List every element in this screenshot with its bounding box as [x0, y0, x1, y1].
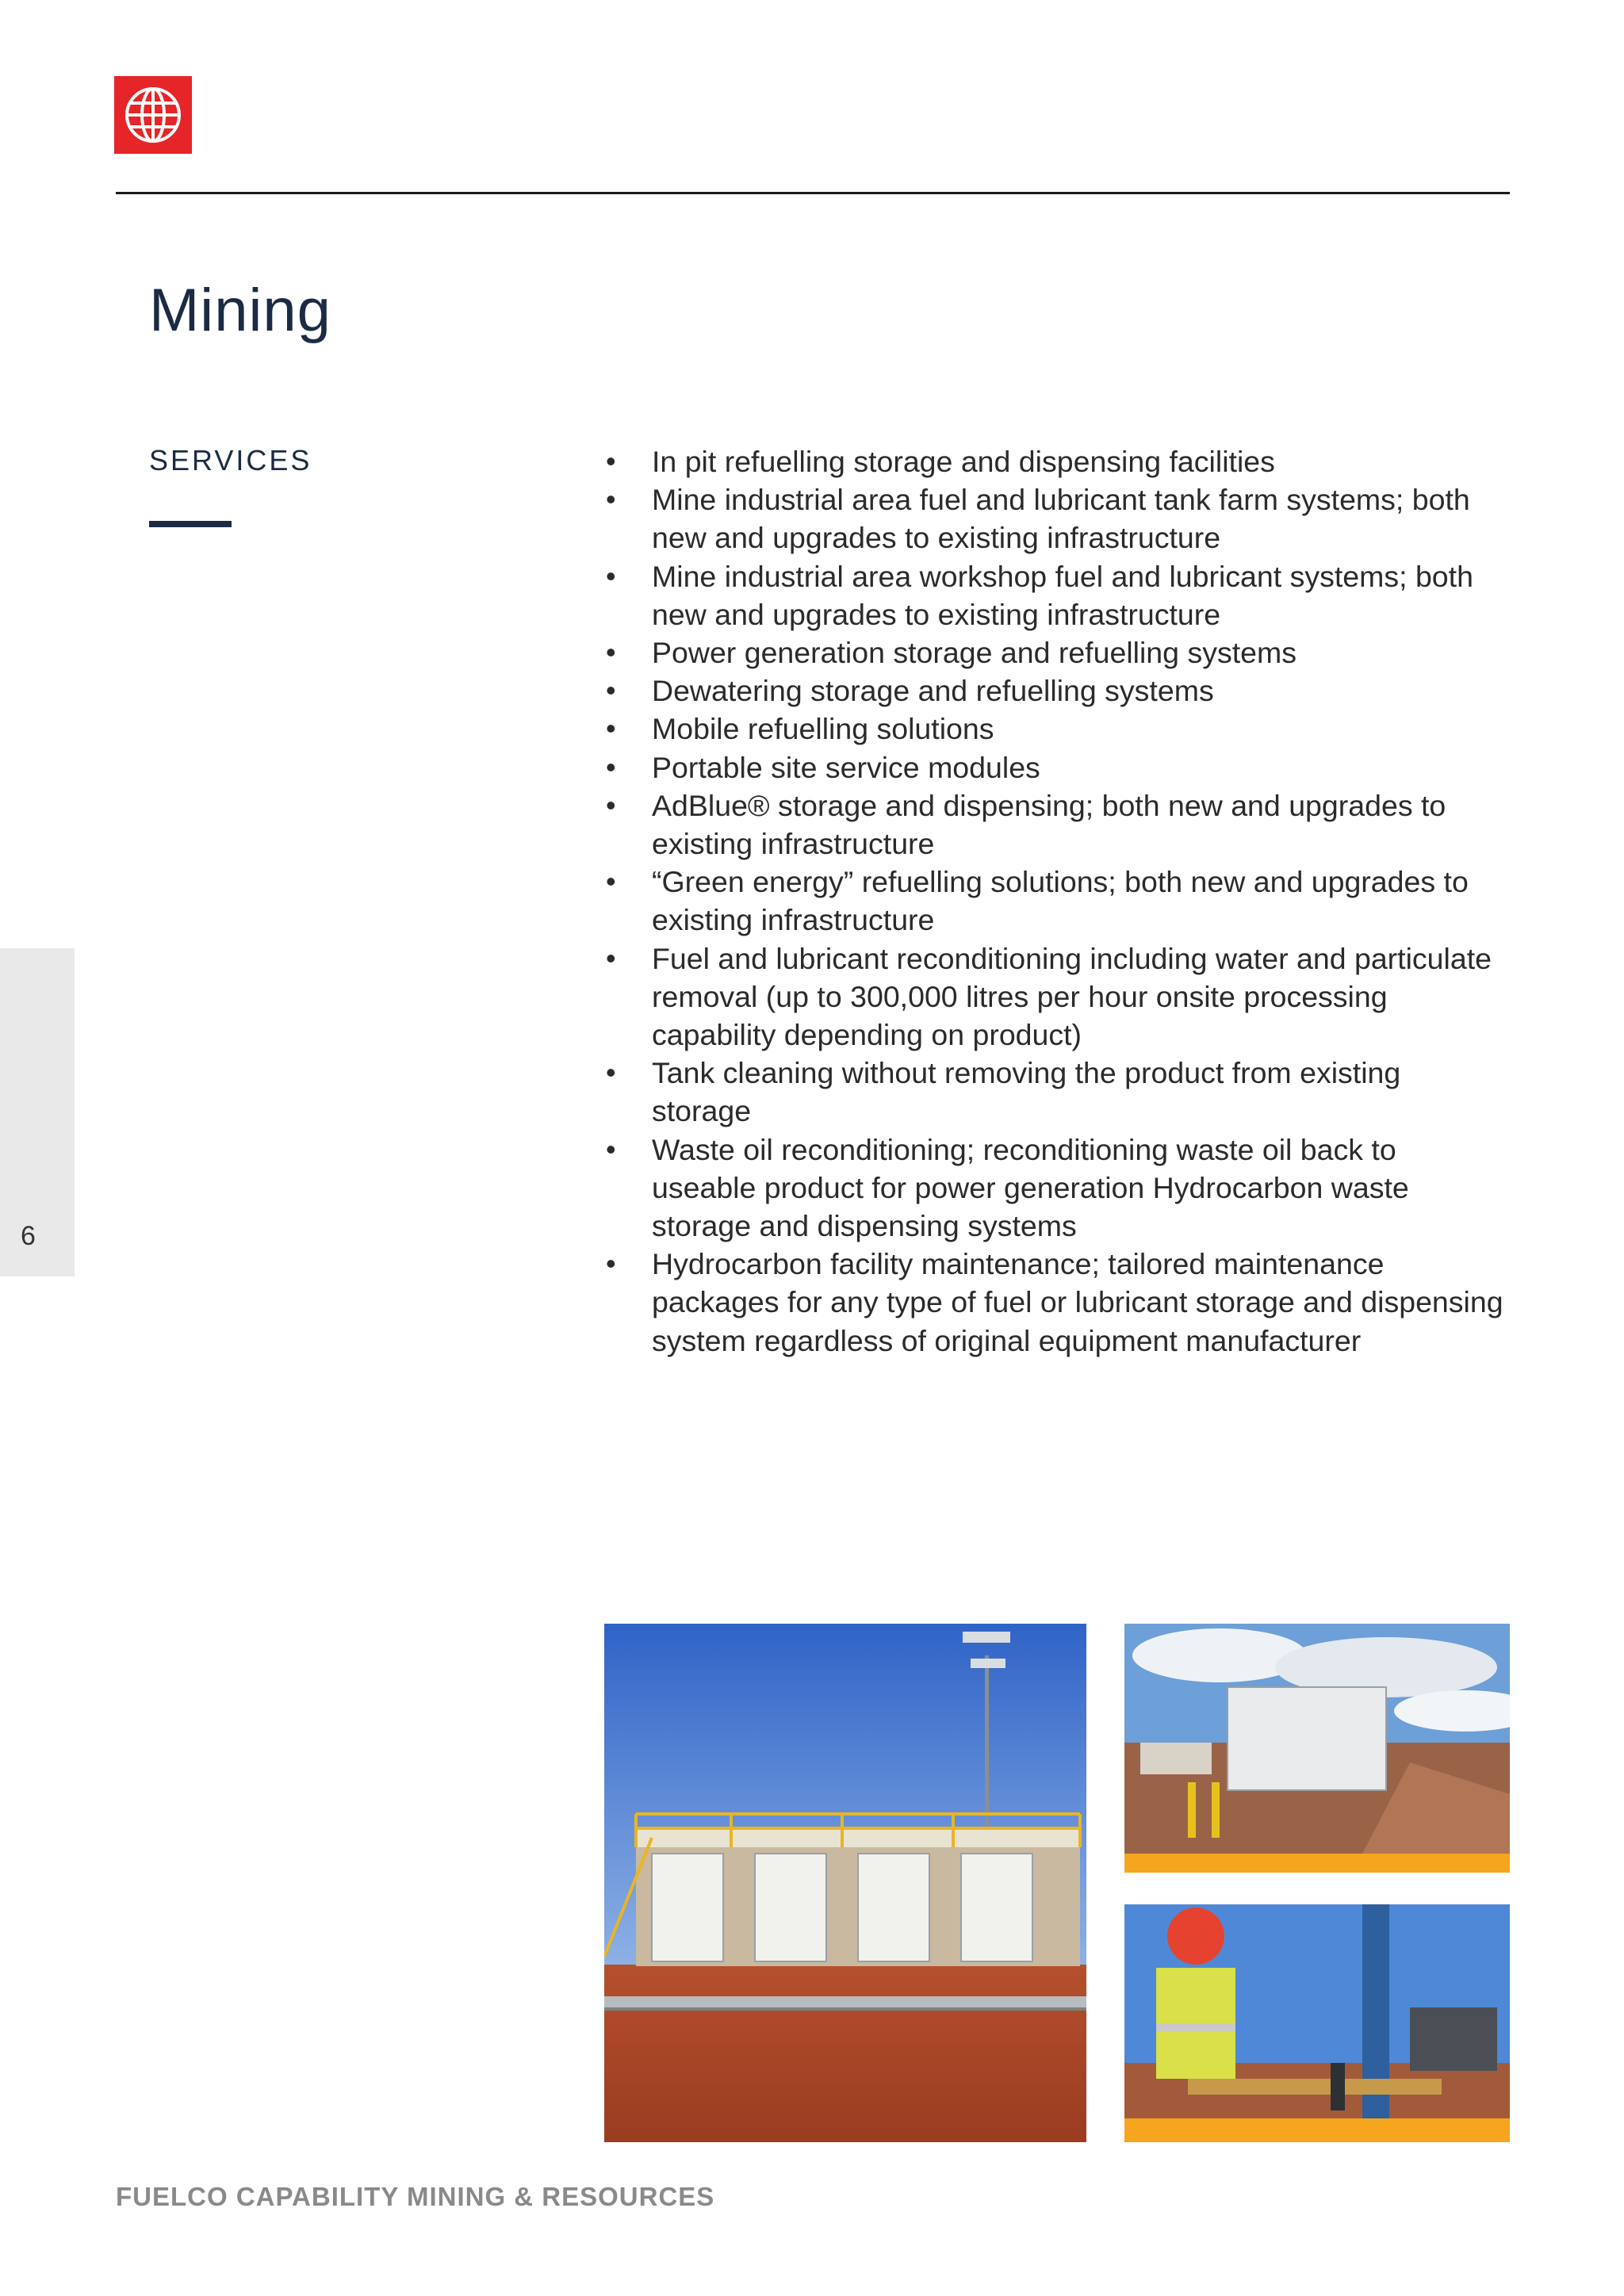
bullet-icon: • — [606, 941, 616, 974]
page-number: 6 — [21, 1221, 36, 1251]
list-item: • Mine industrial area workshop fuel and lubricant systems; both new and upgrades to existing infrastructure — [603, 557, 1507, 633]
list-item: • “Green energy” refuelling solutions; both new and upgrades to existing infrastructure — [603, 863, 1507, 939]
bullet-icon: • — [606, 636, 616, 669]
bullet-icon: • — [606, 674, 616, 707]
footer-title: FUELCO CAPABILITY MINING & RESOURCES — [116, 2182, 715, 2211]
list-item: • Fuel and lubricant reconditioning including water and particulate removal (up to 300,000 litres per hour onsite processing capability depending on product) — [603, 939, 1507, 1054]
bullet-icon: • — [606, 483, 616, 516]
bullet-icon: • — [606, 445, 616, 477]
list-item: • Hydrocarbon facility maintenance; tailored maintenance packages for any type of fuel or lubricant storage and dispensing system regardless of original equipment manufacturer — [603, 1245, 1507, 1360]
services-list — [603, 442, 1507, 1360]
bullet-icon: • — [606, 788, 616, 821]
list-item: • Portable site service modules — [603, 748, 1507, 786]
list-item: • Dewatering storage and refuelling systems — [603, 672, 1507, 710]
page-side-tab — [0, 948, 75, 1276]
section-underline — [149, 521, 232, 527]
bullet-icon: • — [606, 1056, 616, 1089]
list-item: • AdBlue® storage and dispensing; both new and upgrades to existing infrastructure — [603, 786, 1507, 863]
list-item: • Tank cleaning without removing the product from existing storage — [603, 1054, 1507, 1130]
globe-icon — [114, 76, 192, 154]
photo-refuelling-facility — [604, 1624, 1086, 2142]
list-item: • Mine industrial area fuel and lubricant tank farm systems; both new and upgrades to existing infrastructure — [603, 480, 1507, 557]
bullet-icon: • — [606, 1132, 616, 1165]
bullet-icon: • — [606, 865, 616, 898]
bullet-icon: • — [606, 559, 616, 592]
list-item: • Mobile refuelling solutions — [603, 710, 1507, 748]
bullet-icon: • — [606, 1247, 616, 1280]
section-label: SERVICES — [149, 444, 312, 476]
page-title: Mining — [149, 277, 331, 344]
company-logo — [114, 76, 192, 154]
photo-site-modules — [1124, 1624, 1510, 1873]
bullet-icon: • — [606, 750, 616, 783]
bullet-icon: • — [606, 712, 616, 745]
list-item: • In pit refuelling storage and dispensing facilities — [603, 442, 1507, 480]
photo-worker-maintenance — [1124, 1904, 1510, 2142]
header-divider — [116, 192, 1510, 194]
list-item: • Waste oil reconditioning; reconditioning waste oil back to useable product for power generation Hydrocarbon waste storage and dispensing systems — [603, 1131, 1507, 1246]
list-item: • Power generation storage and refuelling systems — [603, 633, 1507, 672]
